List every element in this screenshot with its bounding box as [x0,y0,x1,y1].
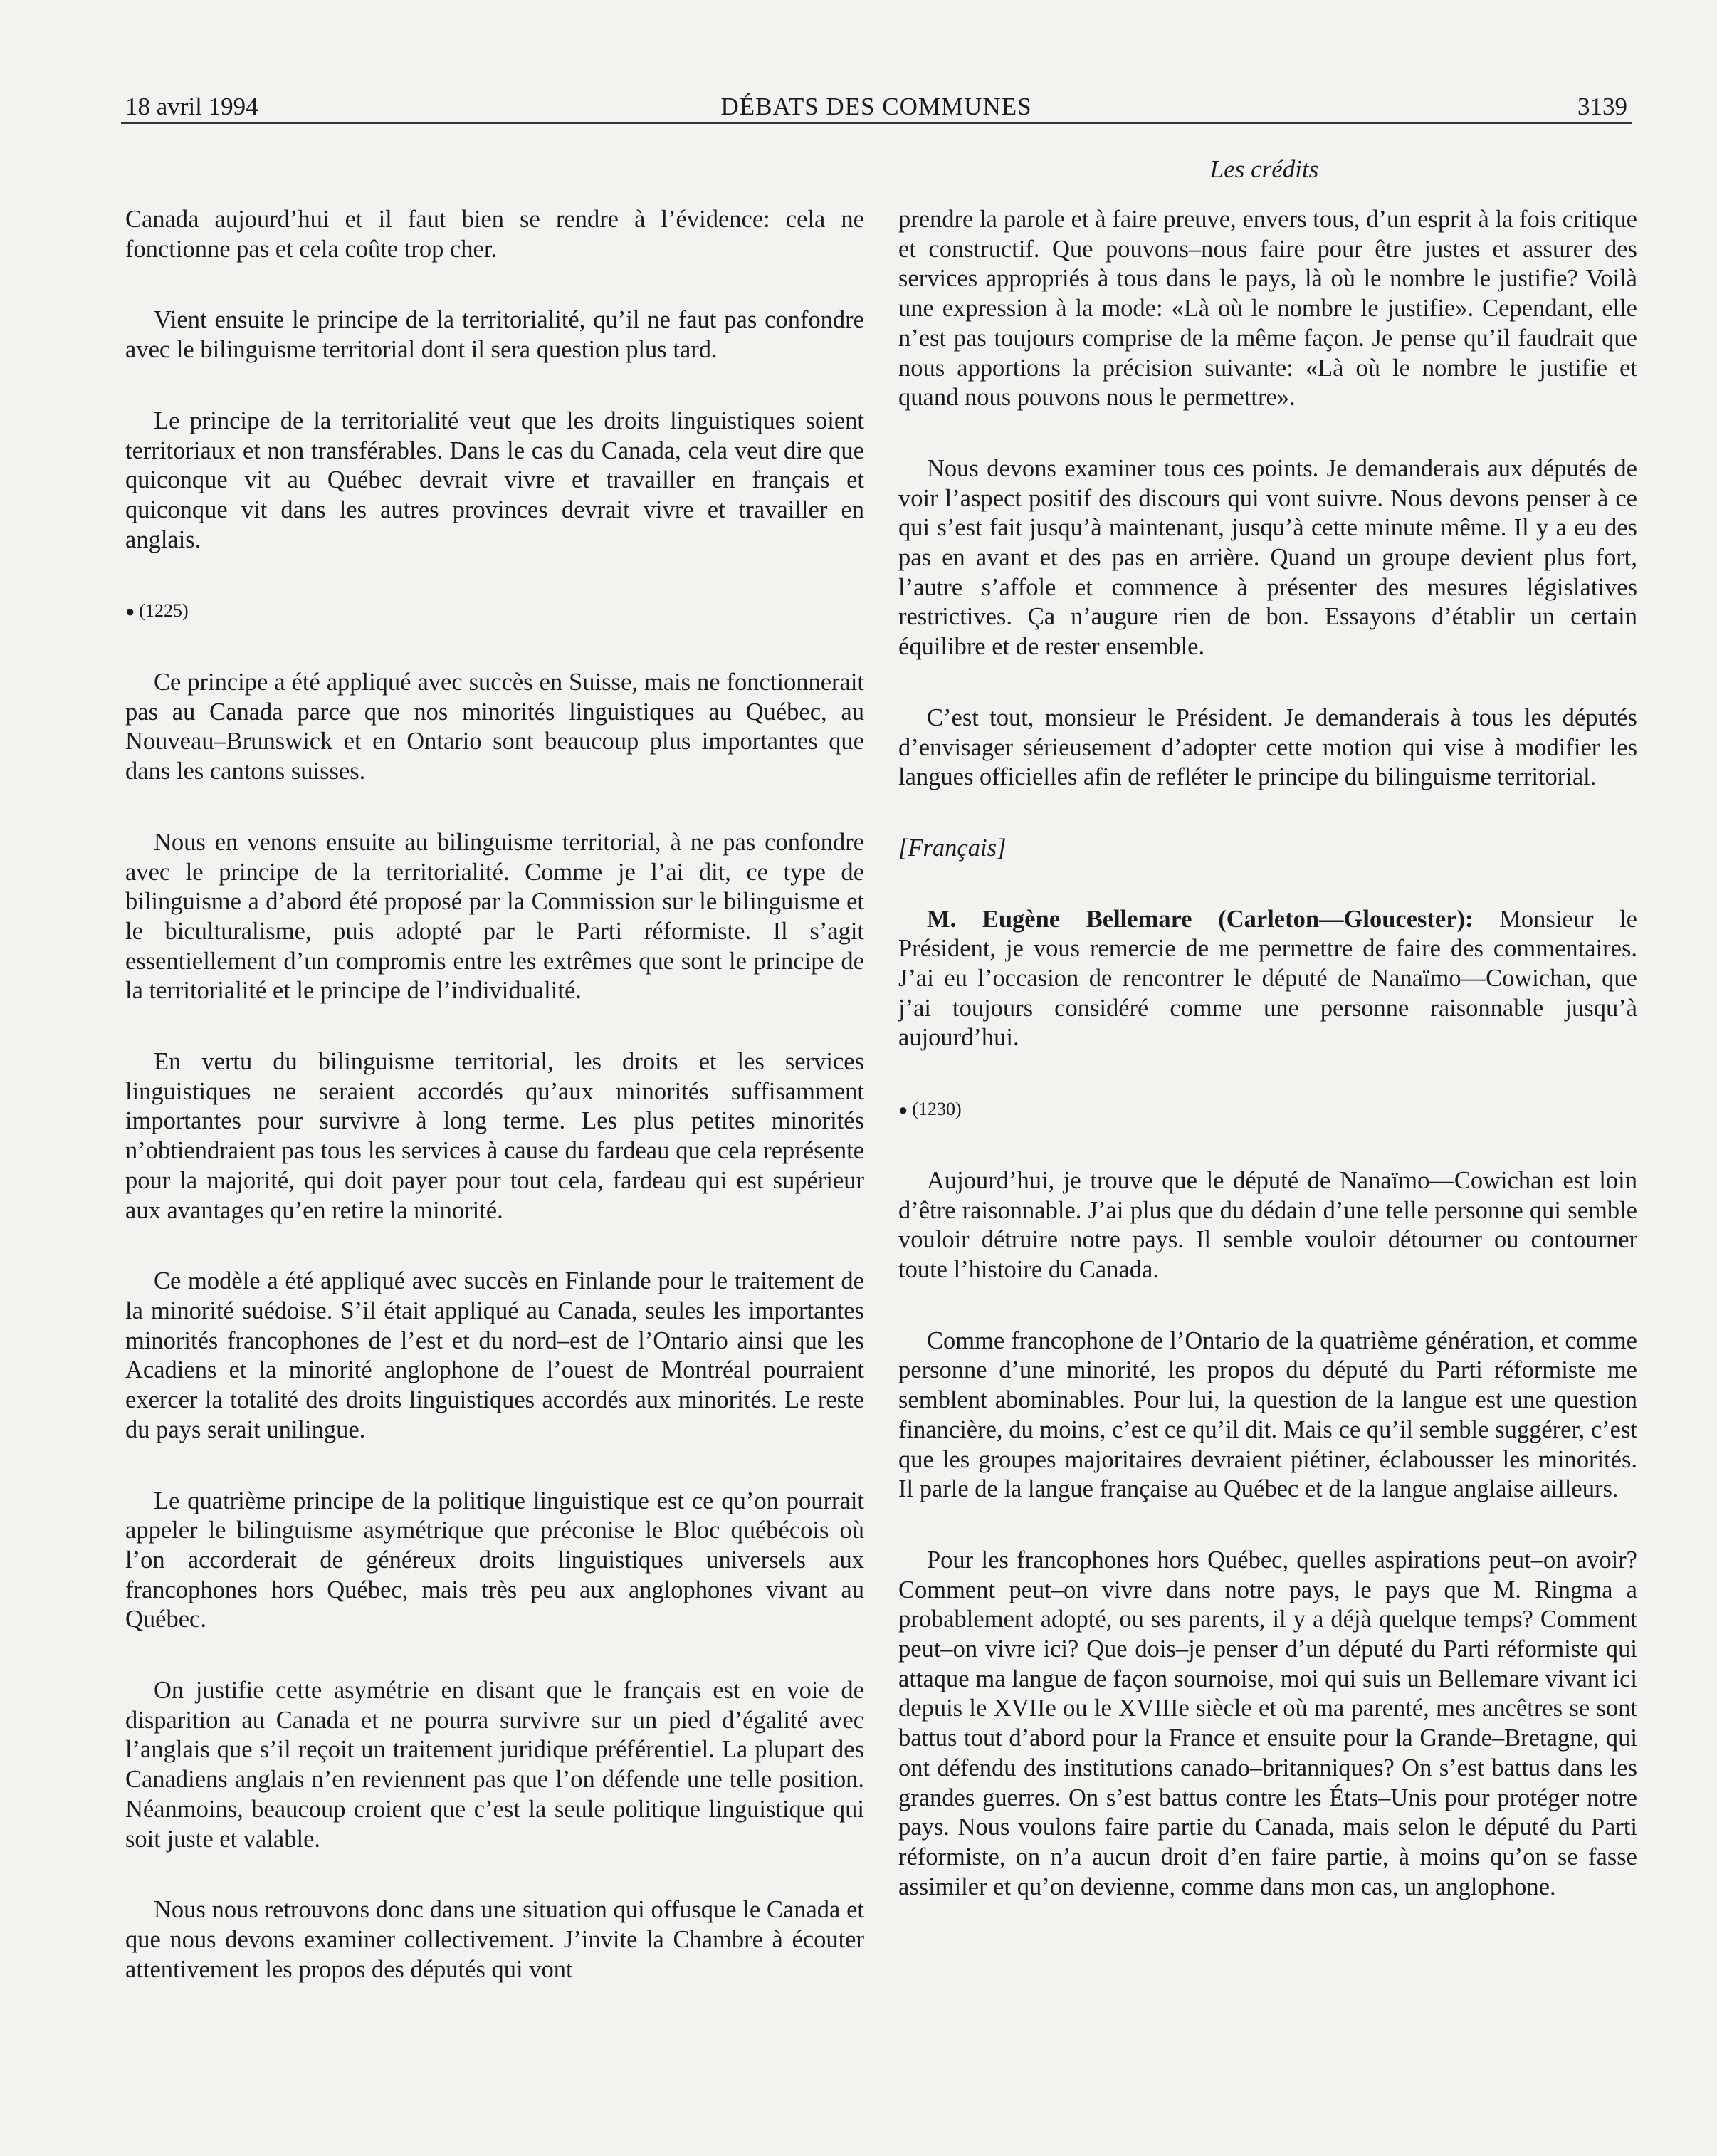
bullet-icon: ● [125,602,135,621]
page-number: 3139 [1577,93,1627,120]
page-header [121,80,1632,124]
paragraph: Le principe de la territorialité veut que les droits linguistiques soient territoriaux et non transférables. Dans le cas du Canada, cela veut dire que quiconque vit au Québec devrait vivre et travailler en français et quiconque vit dans les autres provinces devrait vivre et travailler en anglais. [125,407,864,553]
paragraph: Ce modèle a été appliqué avec succès en Finlande pour le traitement de la minorité suédoise. S’il était appliqué au Canada, seules les importantes minorités francophones de l’est et du nord–est de l’Ontario ainsi que les Acadiens et la minorité anglophone de l’ouest de Montréal pourraient exercer la totalité des droits linguistiques accordés aux minorités. Le reste du pays serait unilingue. [125,1267,864,1443]
section-title: Les crédits [1209,155,1319,183]
right-column [898,205,1637,1943]
speaker-name: M. Eugène Bellemare (Carleton—Gloucester): [927,905,1474,933]
header-title: DÉBATS DES COMMUNES [720,93,1032,120]
paragraph: Comme francophone de l’Ontario de la quatrième génération, et comme personne d’une minorité, les propos du député du Parti réformiste me semblent abominables. Pour lui, la question de la langue est une question financière, du moins, c’est ce qu’il dit. Mais ce qu’il semble suggérer, c’est que les groupes majoritaires devraient piétiner, éclabousser les minorités. Il parle de la langue française au Québec et de la langue anglaise ailleurs. [898,1326,1637,1503]
paragraph: Aujourd’hui, je trouve que le député de Nanaïmo—Cowichan est loin d’être raisonnable. J’ai plus que du dédain d’une telle personne qui semble vouloir détruire notre pays. Il semble vouloir détourner ou contourner toute l’histoire du Canada. [898,1166,1637,1283]
paragraph: On justifie cette asymétrie en disant que le français est en voie de disparition au Canada et ne pourra survivre sur un pied d’égalité avec l’anglais que s’il reçoit un traitement juridique préférentiel. La plupart des Canadiens anglais n’en reviennent pas que l’on défende une telle position. Néanmoins, beaucoup croient que c’est la seule politique linguistique qui soit juste et valable. [125,1677,864,1853]
paragraph: prendre la parole et à faire preuve, envers tous, d’un esprit à la fois critique et constructif. Que pouvons–nous faire pour être justes et assurer des services appropriés à tous dans le pays, là où le nombre le justifie? Voilà une expression à la mode: «Là où le nombre le justifie». Cependant, elle n’est pas toujours comprise de la même façon. Je pense qu’il faudrait que nous apportions la précision suivante: «Là où le nombre le justifie et quand nous pouvons nous le permettre». [898,206,1637,412]
time-stamp [898,1094,1637,1125]
paragraph: Nous nous retrouvons donc dans une situation qui offusque le Canada et que nous devons examiner collectivement. J’invite la Chambre à écouter attentivement les propos des députés qui vont [125,1896,864,1983]
paragraph: En vertu du bilinguisme territorial, les droits et les services linguistiques ne seraient accordés qu’aux minorités suffisamment importantes pour survivre à long terme. Les plus petites minorités n’obtiendraient pas tous les services à cause du fardeau que cela représente pour la majorité, qui doit payer pour tout cela, fardeau qui est supérieur aux avantages qu’en retire la minorité. [125,1048,864,1224]
time-stamp-text: (1230) [912,1099,962,1120]
time-stamp-text: (1225) [139,600,189,622]
paragraph: Canada aujourd’hui et il faut bien se rendre à l’évidence: cela ne fonctionne pas et cela coûte trop cher. [125,206,864,263]
paragraph: C’est tout, monsieur le Président. Je demanderais à tous les députés d’envisager sérieusement d’adopter cette motion qui vise à modifier les langues officielles afin de refléter le principe du bilinguisme territorial. [898,703,1637,791]
paragraph: Vient ensuite le principe de la territorialité, qu’il ne faut pas confondre avec le bilinguisme territorial dont il sera question plus tard. [125,306,864,364]
left-column [125,205,864,2026]
header-date: 18 avril 1994 [125,93,258,120]
paragraph: Le quatrième principe de la politique linguistique est ce qu’on pourrait appeler le bilinguisme asymétrique que préconise le Bloc québécois où l’on accorderait de généreux droits linguistiques universels aux francophones hors Québec, mais très peu aux anglophones vivant au Québec. [125,1487,864,1633]
paragraph: Nous en venons ensuite au bilinguisme territorial, à ne pas confondre avec le principe de la territorialité. Comme je l’ai dit, ce type de bilinguisme a d’abord été proposé par la Commission sur le bilinguisme et le biculturalisme, puis adopté par le Parti réformiste. Il s’agit essentiellement d’un compromis entre les extrêmes que sont le principe de la territorialité et le principe de l’individualité. [125,828,864,1005]
paragraph: Pour les francophones hors Québec, quelles aspirations peut–on avoir? Comment peut–on vivre dans notre pays, le pays que M. Ringma a probablement adopté, ou ses parents, il y a déjà quelque temps? Comment peut–on vivre ici? Que dois–je penser d’un député du Parti réformiste qui attaque ma langue de façon sournoise, moi qui suis un Bellemare vivant ici depuis le XVIIe ou le XVIIIe siècle et où ma parenté, mes ancêtres se sont battus tout d’abord pour la France et ensuite pour la Grande–Bretagne, qui ont défendu des institutions canado–britanniques? On s’est battus dans les grandes guerres. On s’est battus contre les États–Unis pour protéger notre pays. Nous voulons faire partie du Canada, mais selon le député du Parti réformiste, on n’a aucun droit d’en faire partie, à moins qu’on se fasse assimiler et qu’on devienne, comme dans mon cas, un anglophone. [898,1546,1637,1900]
bullet-icon: ● [898,1101,908,1119]
paragraph: Ce principe a été appliqué avec succès en Suisse, mais ne fonctionnerait pas au Canada parce que nos minorités linguistiques au Québec, au Nouveau–Brunswick et en Ontario sont beaucoup plus importantes que dans les cantons suisses. [125,669,864,785]
speech-text: Monsieur le Président, je vous remercie de me permettre de faire des commentaires. J’ai eu l’occasion de rencontrer le député de Nanaïmo—Cowichan, que j’ai toujours considéré comme une personne raisonnable jusqu’à aujourd’hui. [898,905,1637,1052]
language-tag: [Français] [898,834,1007,862]
speaker-paragraph [898,905,1637,1054]
paragraph: Nous devons examiner tous ces points. Je demanderais aux députés de voir l’aspect positif des discours qui vont suivre. Nous devons penser à ce qui s’est fait jusqu’à maintenant, jusqu’à cette minute même. Il y a eu des pas en avant et des pas en arrière. Quand un groupe devient plus fort, l’autre s’affole et commence à présenter des mesures législatives restrictives. Ça n’augure rien de bon. Essayons d’établir un certain équilibre et de rester ensemble. [898,454,1637,661]
time-stamp [125,596,864,627]
